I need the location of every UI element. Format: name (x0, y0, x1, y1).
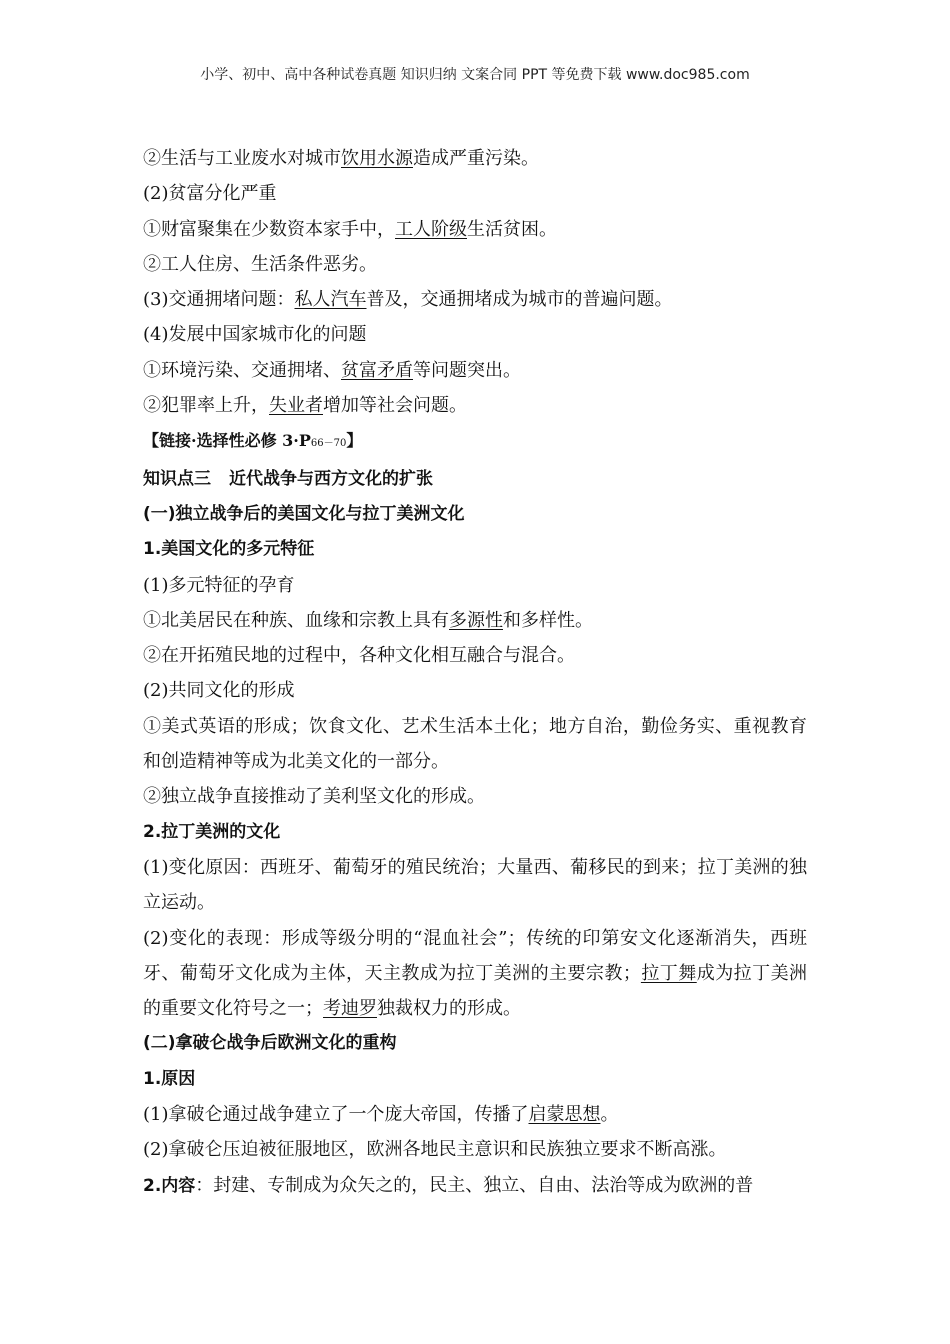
text-line: (4)发展中国家城市化的问题 (143, 324, 367, 346)
text-line: ②犯罪率上升，失业者增加等社会问题。 (143, 395, 467, 417)
document-body (143, 141, 807, 1204)
item-heading: 1.美国文化的多元特征 (143, 539, 315, 560)
subsection-heading: (二)拿破仑战争后欧洲文化的重构 (143, 1033, 397, 1054)
text-line: (1)拿破仑通过战争建立了一个庞大帝国，传播了启蒙思想。 (143, 1104, 619, 1126)
text-line: (3)交通拥堵问题：私人汽车普及，交通拥堵成为城市的普遍问题。 (143, 289, 673, 311)
cross-reference: 【链接·选择性必修 3·P66－70】 (143, 431, 363, 451)
underlined-term: 私人汽车 (294, 289, 367, 311)
text-line: (2)贫富分化严重 (143, 183, 277, 205)
text-line: ①北美居民在种族、血缘和宗教上具有多源性和多样性。 (143, 609, 593, 631)
underlined-term: 启蒙思想 (528, 1104, 601, 1126)
text-line: (2)拿破仑压迫被征服地区，欧洲各地民主意识和民族独立要求不断高涨。 (143, 1139, 727, 1161)
item-heading: 1.原因 (143, 1068, 196, 1089)
text-line: 2.内容：封建、专制成为众矢之的，民主、独立、自由、法治等成为欧洲的普 (143, 1174, 754, 1196)
text-line: (1)多元特征的孕育 (143, 574, 295, 596)
section-heading: 知识点三 近代战争与西方文化的扩张 (143, 468, 433, 489)
text-paragraph: (2)变化的表现：形成等级分明的“混血社会”；传统的印第安文化逐渐消失，西班牙、葡萄牙文化成为主体，天主教成为拉丁美洲的主要宗教；拉丁舞成为拉丁美洲的重要文化符号之一；考迪罗独裁权力的形成。 (143, 927, 808, 1020)
underlined-term: 贫富矛盾 (341, 359, 413, 381)
text-line: (2)共同文化的形成 (143, 680, 295, 702)
underlined-term: 考迪罗 (323, 998, 377, 1020)
item-heading: 2.拉丁美洲的文化 (143, 821, 281, 842)
underlined-term: 拉丁舞 (640, 962, 697, 984)
underlined-term: 饮用水源 (341, 148, 413, 169)
subsection-heading: (一)独立战争后的美国文化与拉丁美洲文化 (143, 503, 465, 524)
text-line: ②独立战争直接推动了美利坚文化的形成。 (143, 786, 485, 808)
text-line: ②生活与工业废水对城市饮用水源造成严重污染。 (143, 148, 539, 169)
text-paragraph: ①美式英语的形成；饮食文化、艺术生活本土化；地方自治，勤俭务实、重视教育和创造精神等成为北美文化的一部分。 (143, 715, 807, 773)
underlined-term: 失业者 (269, 395, 323, 417)
underlined-term: 工人阶级 (395, 218, 467, 240)
text-line: ①财富聚集在少数资本家手中，工人阶级生活贫困。 (143, 218, 557, 240)
underlined-term: 多源性 (449, 609, 503, 631)
text-line: ②在开拓殖民地的过程中，各种文化相互融合与混合。 (143, 645, 575, 667)
text-paragraph: (1)变化原因：西班牙、葡萄牙的殖民统治；大量西、葡移民的到来；拉丁美洲的独立运动。 (143, 856, 807, 914)
page-header: 小学、初中、高中各种试卷真题 知识归纳 文案合同 PPT 等免费下载 www.doc985.com (200, 67, 750, 83)
text-line: ②工人住房、生活条件恶劣。 (143, 253, 377, 275)
text-line: ①环境污染、交通拥堵、贫富矛盾等问题突出。 (143, 359, 521, 381)
